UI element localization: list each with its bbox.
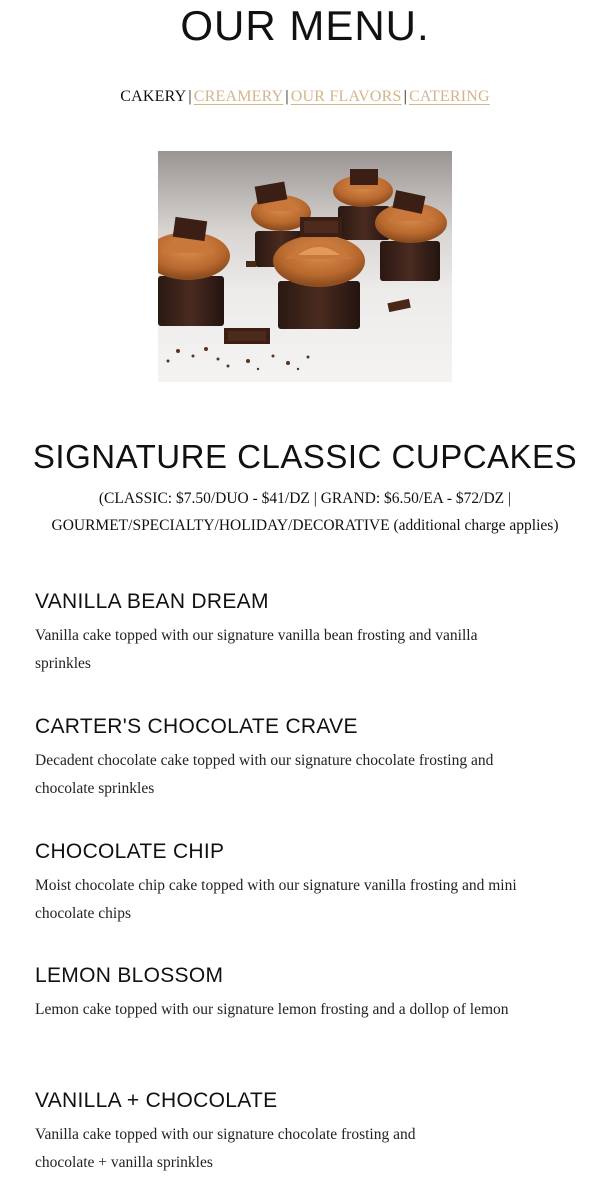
menu-item — [35, 590, 535, 677]
menu-item-name: CHOCOLATE CHIP — [35, 840, 225, 863]
menu-item-name: CARTER'S CHOCOLATE CRAVE — [35, 715, 358, 738]
menu-item-description: Vanilla cake topped with our signature chocolate frosting and chocolate + vanilla sprinkles — [35, 1126, 416, 1171]
menu-item-name: VANILLA BEAN DREAM — [35, 590, 269, 613]
menu-item — [35, 840, 535, 927]
menu-item-description: Lemon cake topped with our signature lemon frosting and a dollop of lemon — [35, 1001, 509, 1018]
nav-link-creamery[interactable]: CREAMERY — [193, 88, 284, 105]
pricing-line-1: (CLASSIC: $7.50/DUO - $41/DZ | GRAND: $6.50/EA - $72/DZ | — [98, 490, 512, 507]
nav-item-cakery[interactable]: CAKERY — [120, 88, 187, 105]
menu-item-description: Moist chocolate chip cake topped with our signature vanilla frosting and mini chocolate chips — [35, 877, 517, 922]
menu-item-name: VANILLA + CHOCOLATE — [35, 1089, 278, 1112]
nav-separator: | — [188, 88, 192, 105]
menu-item — [35, 715, 535, 802]
menu-item — [35, 964, 535, 1024]
nav-link-catering[interactable]: CATERING — [409, 88, 490, 105]
section-pricing — [20, 485, 590, 539]
page-title: OUR MENU. — [180, 2, 430, 49]
menu-item-description: Vanilla cake topped with our signature vanilla bean frosting and vanilla sprinkles — [35, 627, 478, 672]
cupcakes-photo — [158, 151, 452, 382]
section-title: SIGNATURE CLASSIC CUPCAKES — [32, 438, 578, 475]
menu-item-name: LEMON BLOSSOM — [35, 964, 224, 987]
nav-separator: | — [285, 88, 289, 105]
nav-separator: | — [403, 88, 408, 105]
menu-item-description: Decadent chocolate cake topped with our signature chocolate frosting and chocolate sprinkles — [35, 752, 494, 797]
nav-link-our-flavors[interactable]: OUR FLAVORS — [290, 88, 402, 105]
pricing-line-2: GOURMET/SPECIALTY/HOLIDAY/DECORATIVE (additional charge applies) — [51, 517, 559, 534]
menu-category-nav — [0, 88, 610, 106]
menu-item — [35, 1089, 535, 1176]
